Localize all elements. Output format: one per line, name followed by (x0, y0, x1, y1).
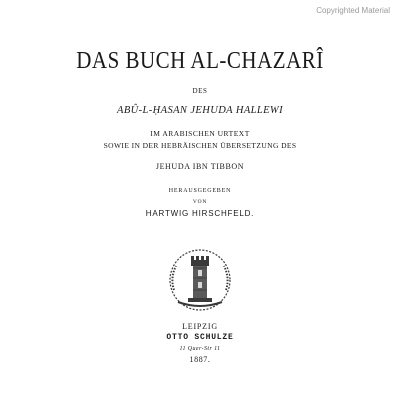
author-name: ABÛ-L-ḤASAN JEHUDA HALLEWI (117, 105, 283, 116)
translation-line: SOWIE IN DER HEBRÄISCHEN ÜBERSETZUNG DES (103, 141, 297, 150)
publisher-emblem-icon (160, 238, 240, 318)
copyright-watermark: Copyrighted Material (316, 6, 390, 15)
herausgegeben-label: HERAUSGEGEBEN (168, 188, 232, 194)
publisher-name: OTTO SCHULZE (166, 333, 234, 342)
publisher-address: 11 Quer-Str 11 (179, 346, 221, 352)
city: LEIPZIG (182, 322, 218, 331)
von-label: VON (192, 199, 208, 205)
translator-name: JEHUDA IBN TIBBON (155, 162, 245, 171)
publication-year: 1887. (189, 355, 211, 364)
book-title: DAS BUCH AL-CHAZARÎ (76, 46, 324, 74)
des-label: DES (192, 87, 208, 95)
editor-name: HARTWIG HIRSCHFELD. (145, 209, 255, 218)
original-text-line: IM ARABISCHEN URTEXT (150, 129, 250, 138)
